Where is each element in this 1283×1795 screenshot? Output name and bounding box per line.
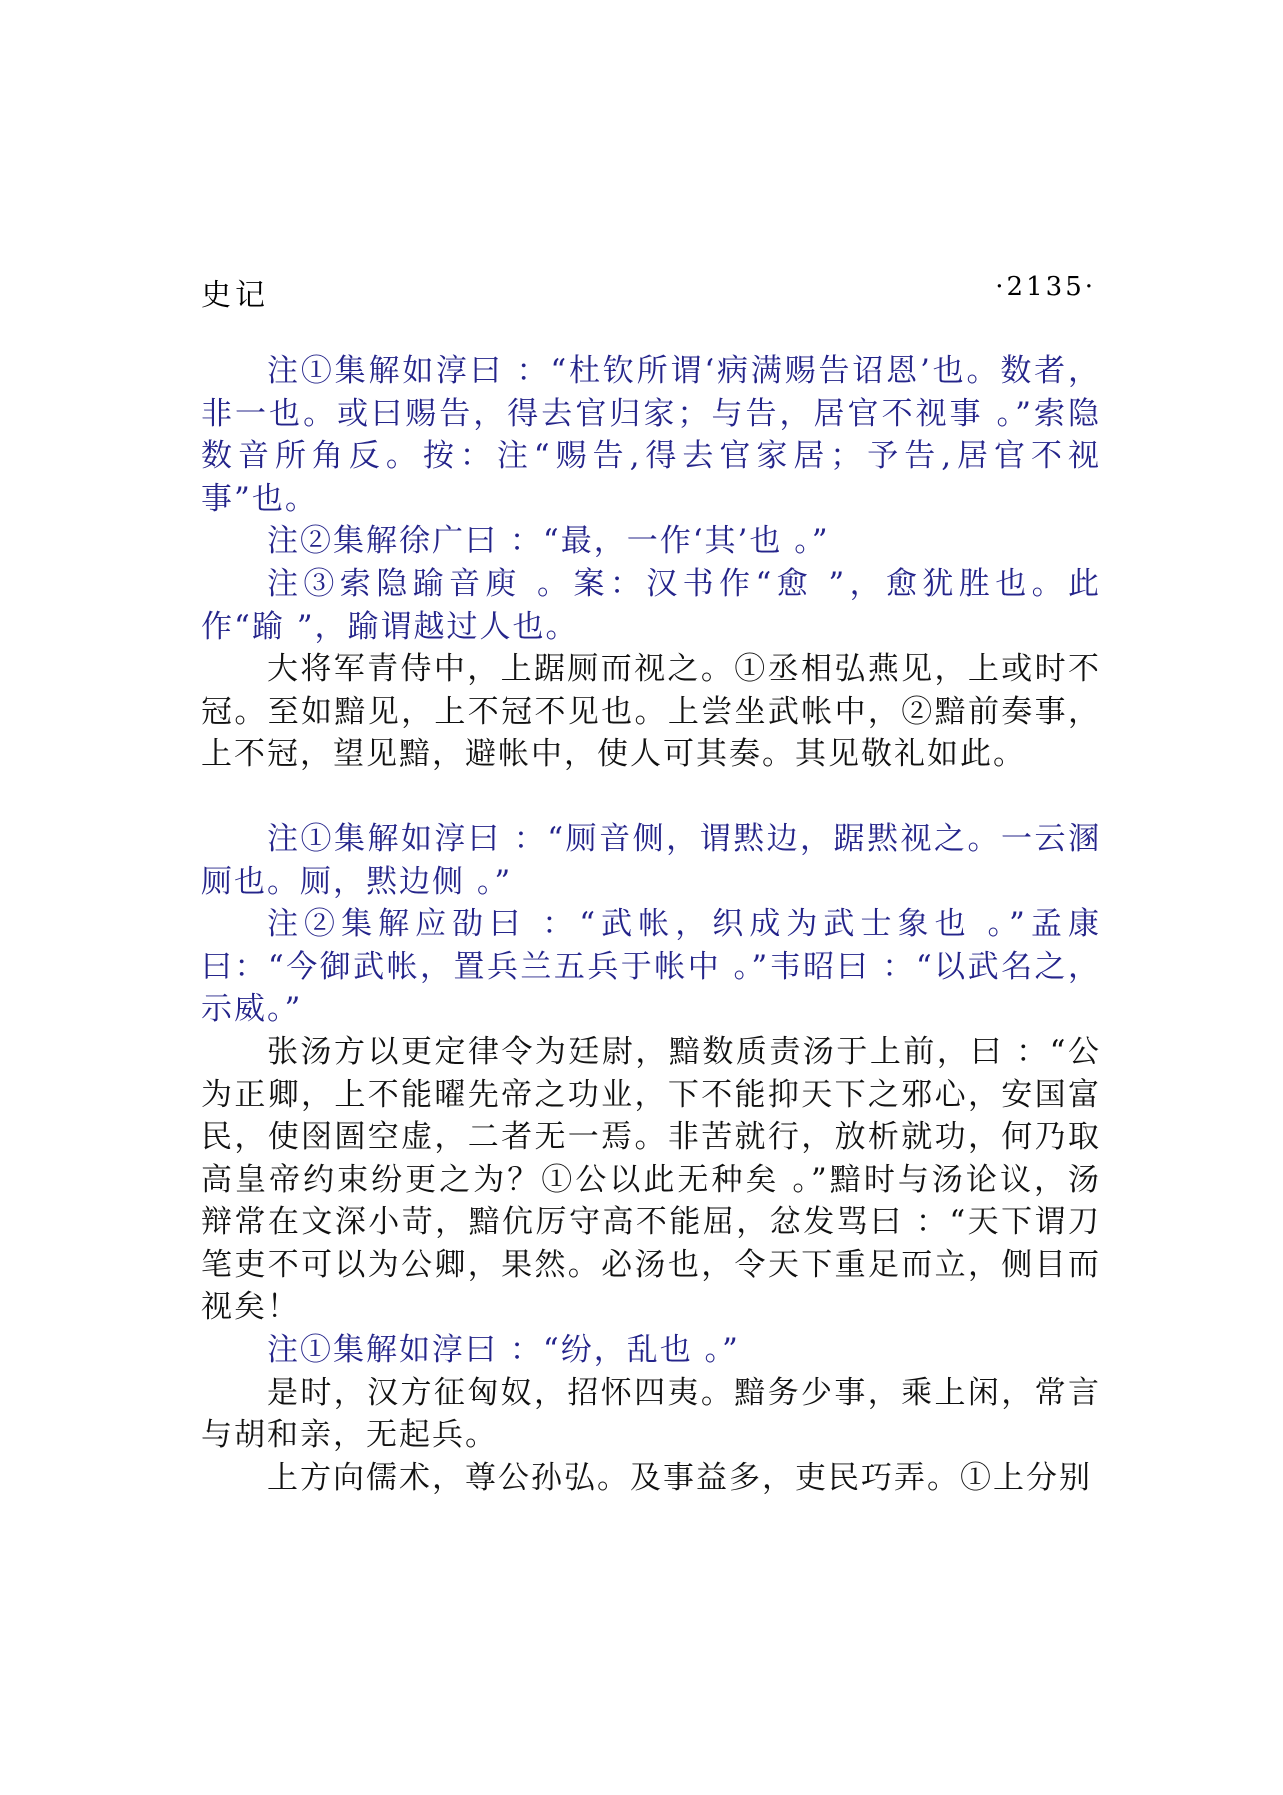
annotation-paragraph: 注②集解徐广曰 ：“最，一作‘其’也 。” [267,523,830,560]
paragraph-gap [201,776,1101,818]
page-header [201,270,1096,313]
annotation-paragraph: 注③索隐踰音庾 。案：汉书作“愈 ”，愈犹胜也。此作“踰 ”，踰谓越过人也。 [201,565,1101,645]
body-paragraph: 是时，汉方征匈奴，招怀四夷。黯务少事，乘上闲，常言与胡和亲，无起兵。 [201,1374,1101,1454]
page-number: ·2135· [995,272,1096,302]
annotation-paragraph: 注②集解应劭曰 ：“武帐，织成为武士象也 。”孟康曰：“今御武帐，置兵兰五兵于帐中 。”韦昭曰 ：“以武名之，示威。” [201,906,1101,1028]
annotation-paragraph: 注①集解如淳曰 ：“杜钦所谓‘病满赐告诏恩’也。数者，非一也。或曰赐告，得去官归家；与告，居官不视事 。”索隐数音所角反。按：注“赐告,得去官家居；予告,居官不视事”也。 [201,353,1101,517]
body-paragraph: 大将军青侍中，上踞厕而视之。①丞相弘燕见，上或时不冠。至如黯见，上不冠不见也。上尝坐武帐中，②黯前奏事，上不冠，望见黯，避帐中，使人可其奏。其见敬礼如此。 [201,651,1101,773]
annotation-paragraph: 注①集解如淳曰 ：“厕音侧，谓黙边，踞黙视之。一云溷厕也。厕，黙边侧 。” [201,820,1101,900]
annotation-paragraph: 注①集解如淳曰 ：“纷，乱也 。” [267,1332,740,1369]
page-body [201,350,1101,1499]
body-paragraph: 上方向儒术，尊公孙弘。及事益多，吏民巧弄。①上分别 [267,1459,1092,1496]
body-paragraph: 张汤方以更定律令为廷尉，黯数质责汤于上前，曰 ：“公为正卿，上不能曜先帝之功业，下不能抑天下之邪心，安国富民，使囹圄空虚，二者无一焉。非苦就行，放析就功，何乃取高皇帝约束纷更之为？①公以此无种矣 。”黯时与汤论议，汤辩常在文深小苛，黯伉厉守高不能屈，忿发骂曰 ：“天下谓刀笔吏不可以为公卿，果然。必汤也，令天下重足而立，侧目而视矣！ [201,1033,1101,1326]
book-title: 史记 [201,278,269,313]
